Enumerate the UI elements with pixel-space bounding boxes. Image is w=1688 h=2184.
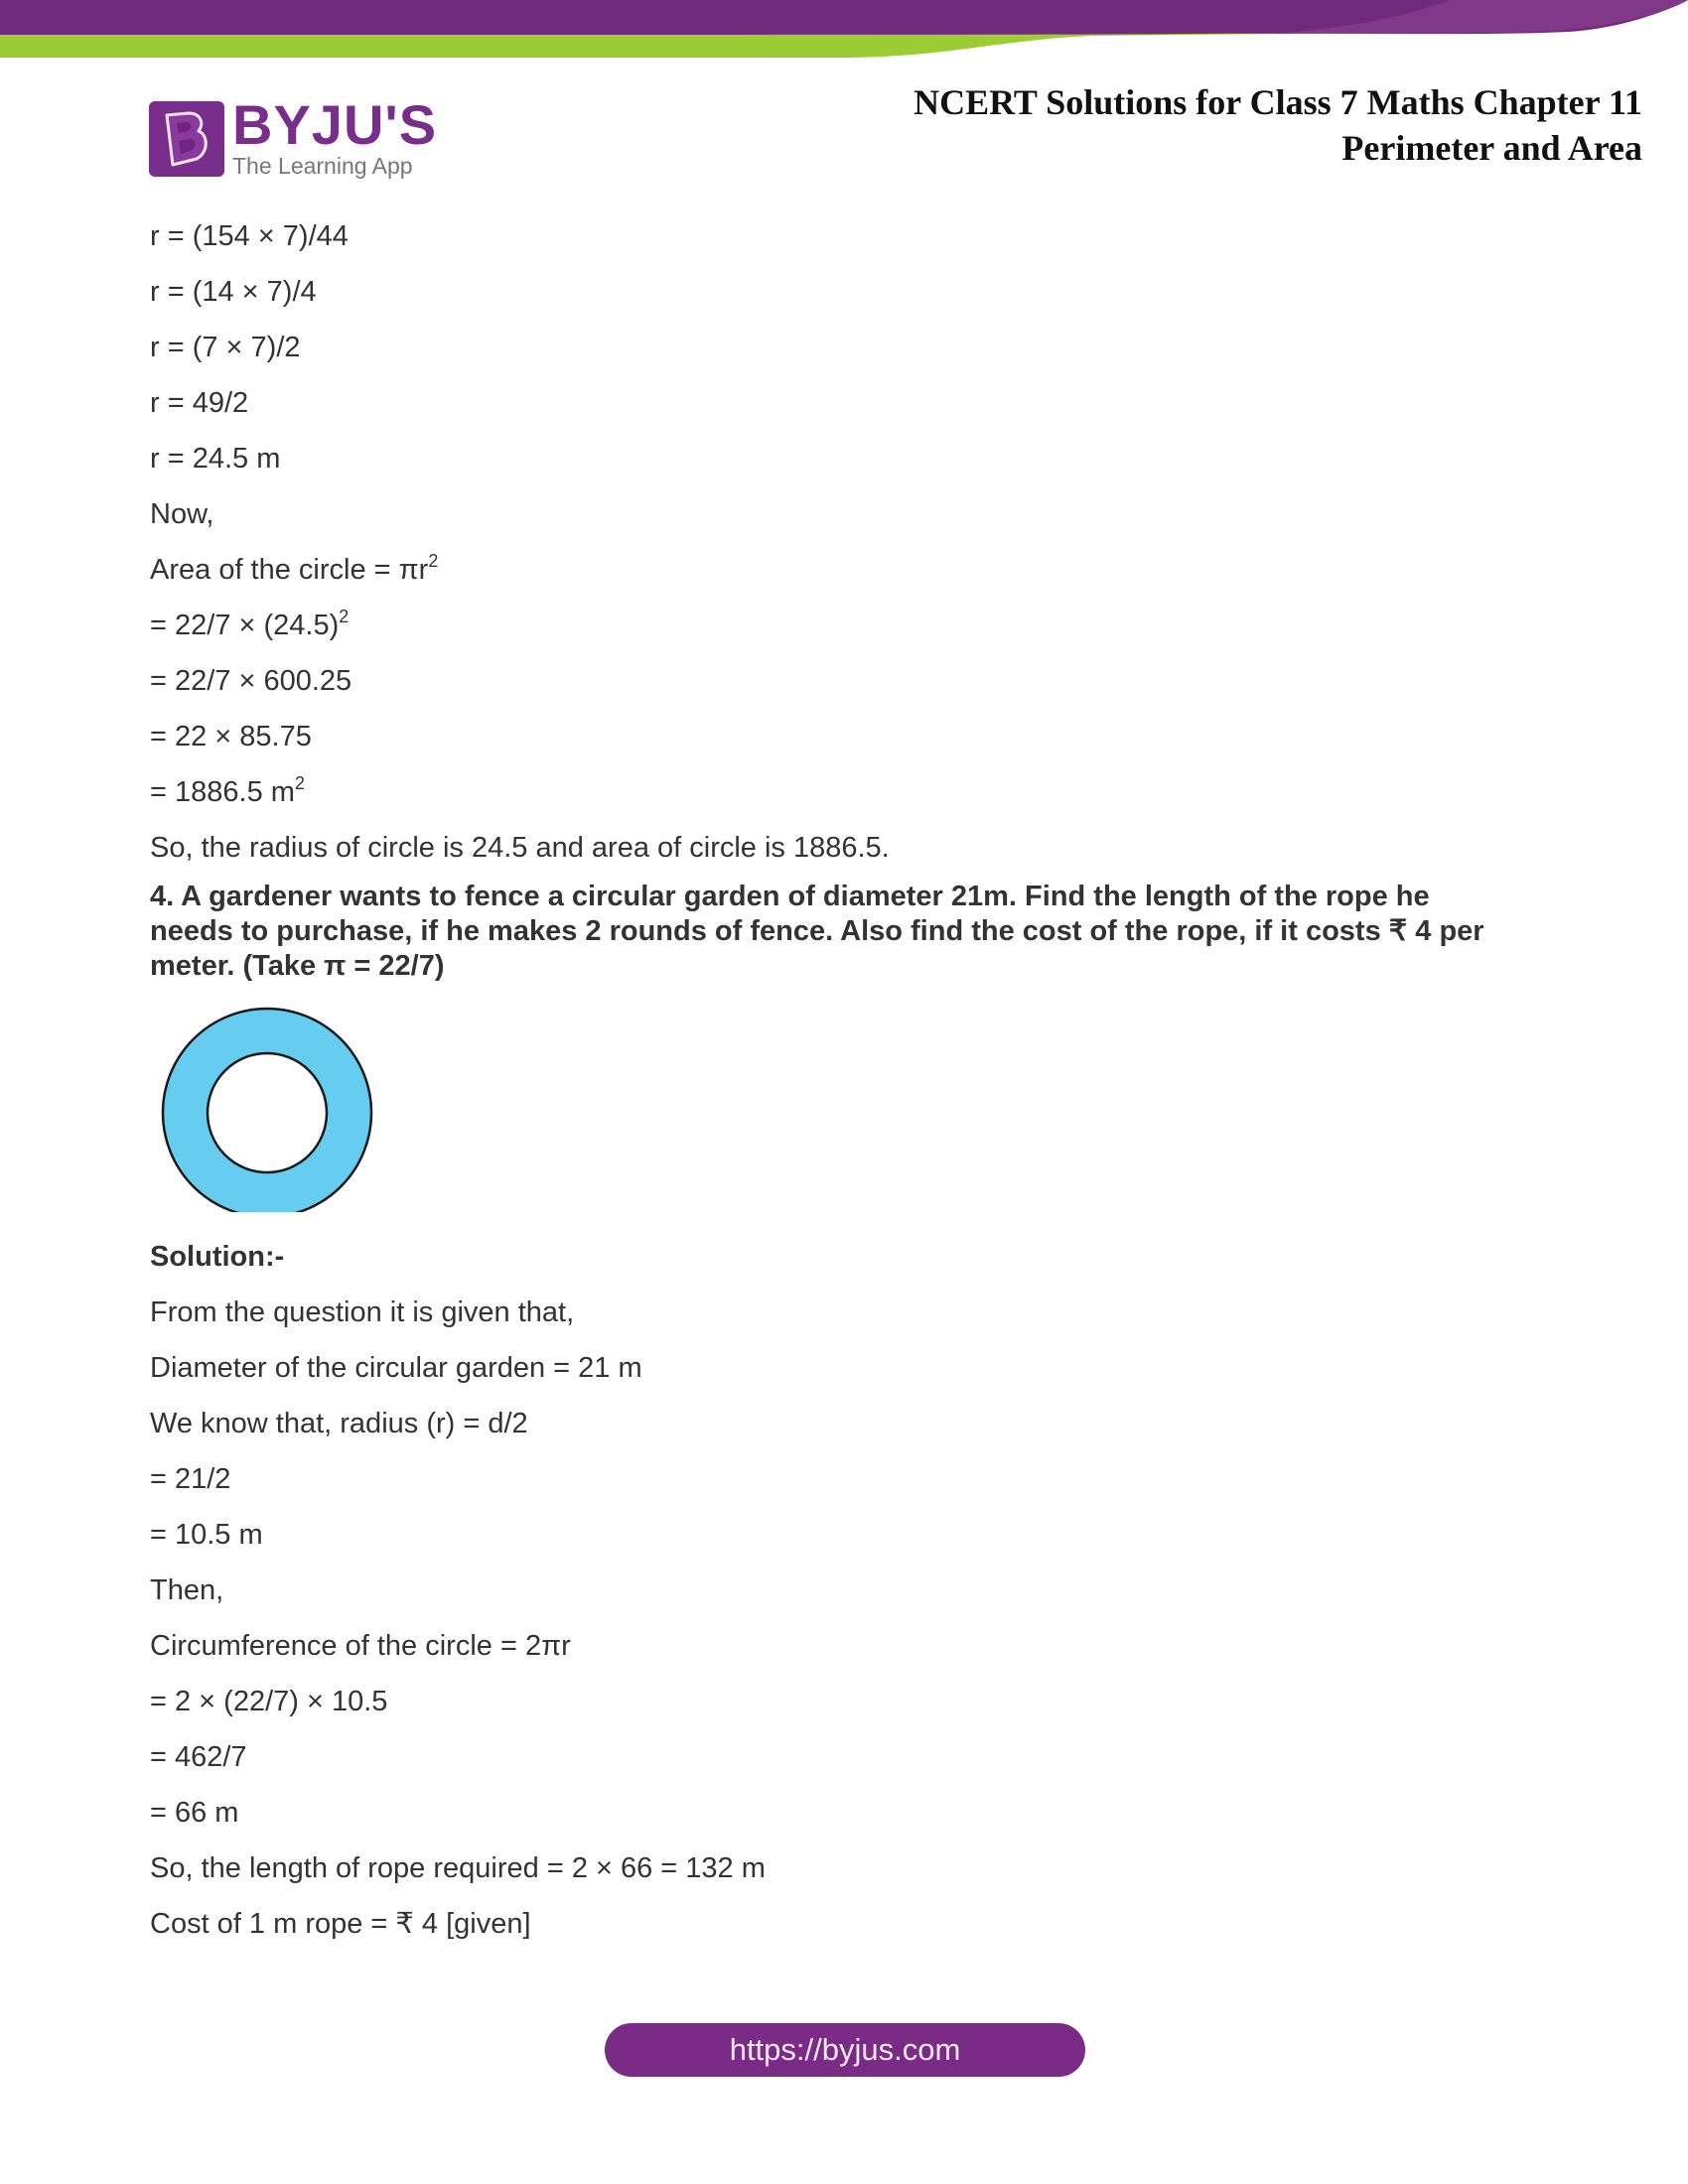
solution-line: = 21/2	[150, 1463, 231, 1495]
document-body	[150, 208, 1540, 1952]
solution-heading: Solution:-	[150, 1241, 285, 1273]
solution-line: = 10.5 m	[150, 1519, 263, 1551]
equation-line: = $22/7 \times (24.5)^2$	[150, 607, 350, 641]
equation-line: r = 24.5 m	[150, 443, 281, 475]
header-wave-band	[0, 0, 1688, 64]
equation-line: r = (14 × 7)/4	[150, 276, 317, 308]
title-line-2: Perimeter and Area	[1341, 128, 1642, 168]
equation-line: r = (154 × 7)/44	[150, 220, 349, 252]
conclusion-line: So, the radius of circle is 24.5 and area of circle is 1886.5.	[150, 832, 890, 864]
solution-line: From the question it is given that,	[150, 1297, 575, 1328]
solution-line: Diameter of the circular garden = 21 m	[150, 1352, 642, 1384]
solution-line: Circumference of the circle = 2πr	[150, 1630, 571, 1662]
solution-line: = 66 m	[150, 1797, 239, 1829]
brand-tagline: The Learning App	[232, 153, 413, 179]
ring-diagram	[158, 1004, 376, 1212]
document-title	[914, 79, 1642, 171]
equation-line: r = (7 × 7)/2	[150, 332, 301, 363]
title-line-1: NCERT Solutions for Class 7 Maths Chapter 11	[914, 82, 1642, 122]
equation-line: r = 49/2	[150, 387, 249, 419]
solution-line: So, the length of rope required = 2 × 66 = 132 m	[150, 1852, 766, 1884]
solution-line: = 2 × (22/7) × 10.5	[150, 1686, 388, 1717]
solution-line: = 462/7	[150, 1741, 247, 1773]
brand-name: BYJU'S	[232, 93, 438, 156]
question-4: 4. A gardener wants to fence a circular garden of diameter 21m. Find the length of the rope he needs to purchase, if he makes 2 rounds of fence. Also find the cost of the rope, if it costs ₹ 4 per meter. (Take π = 22/7)	[150, 881, 1484, 982]
text-line: Now,	[150, 498, 214, 530]
solution-line: Then,	[150, 1574, 224, 1606]
equation-line: = 22 × 85.75	[150, 721, 312, 752]
equation-line: = 22/7 × 600.25	[150, 665, 352, 697]
footer-url-link[interactable]: https://byjus.com	[605, 2023, 1085, 2077]
area-result-line: = 1886.5 $m^2$	[150, 773, 305, 808]
byjus-logo	[149, 93, 438, 179]
area-formula-line: Area of the circle = $\pi r^2$	[150, 551, 439, 586]
solution-line: We know that, radius (r) = d/2	[150, 1408, 528, 1439]
logo-b-icon	[149, 101, 224, 177]
solution-line: Cost of 1 m rope = ₹ 4 [given]	[150, 1908, 531, 1940]
